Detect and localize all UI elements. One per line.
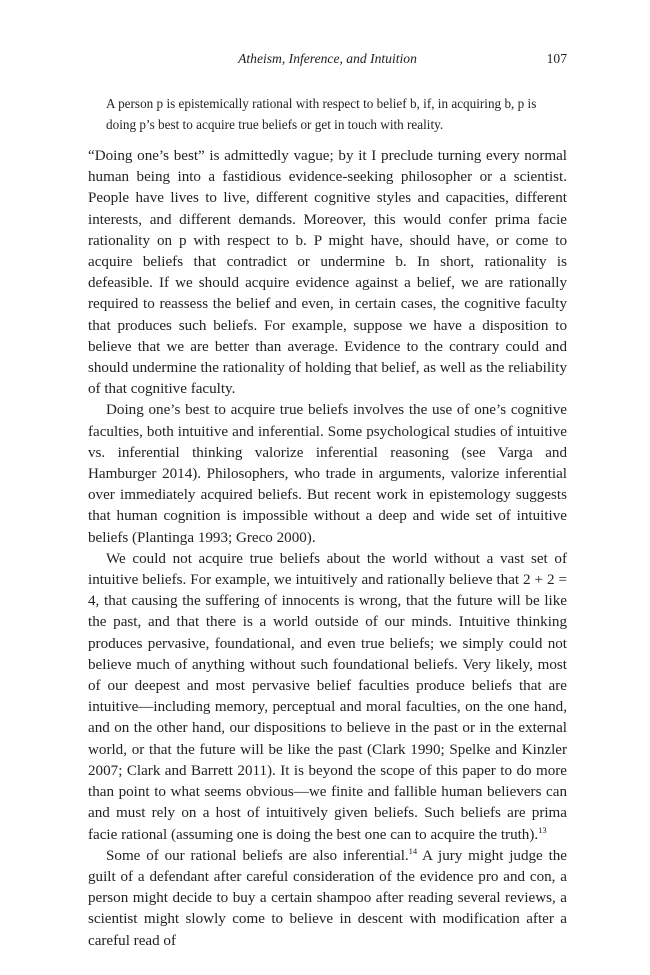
page-header	[88, 51, 567, 71]
footnote-ref-13: 13	[538, 824, 547, 835]
body-text	[88, 146, 567, 952]
running-title: Atheism, Inference, and Intuition	[238, 51, 417, 66]
paragraph-4-text-a: Some of our rational beliefs are also inferential.	[106, 847, 409, 864]
paragraph-2	[88, 400, 567, 548]
paragraph-1-text: “Doing one’s best” is admittedly vague; by it I preclude turning every normal human being into a fastidious evidence-seeking philosopher or a scientist. People have lives to live, different cognitive styles and capacities, different interests, and different demands. Moreover, this would confer prima facie rationality on p with respect to b. P might have, should have, or come to acquire beliefs that contradict or undermine b. In short, rationality is defeasible. If we should acquire evidence against a belief, we are rationally required to reassess the belief and even, in certain cases, the cognitive faculty that produces such beliefs. For example, suppose we have a disposition to believe that we are better than average. Evidence to the contrary could and should undermine the rationality of holding that belief, as well as the reliability of that cognitive faculty.	[88, 148, 567, 398]
paragraph-1	[88, 146, 567, 400]
paragraph-4-text-b: A jury might judge the guilt of a defendant after careful consideration of the evidence pro and con, a person might decide to buy a certain shampoo after reading several reviews, a scientist might slowly come to believe in descent with modification after a careful read of	[88, 847, 568, 949]
paragraph-3	[88, 549, 567, 846]
definition-block	[106, 93, 556, 135]
paragraph-4	[88, 846, 567, 952]
paragraph-2-text: Doing one’s best to acquire true beliefs involves the use of one’s cognitive faculties, both intuitive and inferential. Some psychological studies of intuitive vs. inferential thinking valorize inferential reasoning (see Varga and Hamburger 2014). Philosophers, who trade in arguments, valorize inferential over immediately acquired beliefs. But recent work in epistemology suggests that human cognition is impossible without a deep and wide set of intuitive beliefs (Plantinga 1993; Greco 2000).	[88, 402, 567, 546]
definition-text: A person p is epistemically rational with respect to belief b, if, in acquiring b, p is doing p’s best to acquire true beliefs or get in touch with reality.	[106, 96, 537, 132]
paragraph-3-text: We could not acquire true beliefs about the world without a vast set of intuitive beliefs. For example, we intuitively and rationally believe that 2 + 2 = 4, that causing the suffering of innocents is wrong, that the future will be like the past, and that there is a world outside of our minds. Intuitive thinking produces pervasive, foundational, and even true beliefs; we simply could not believe much of anything without such foundational beliefs. Very likely, most of our deepest and most pervasive belief faculties produce beliefs that are intuitive—including memory, perceptual and moral faculties, on the one hand, and on the other hand, our dispositions to believe in the past or in the external world, or that the future will be like the past (Clark 1990; Spelke and Kinzler 2007; Clark and Barrett 2011). It is beyond the scope of this paper to do more than point to what seems obvious—we finite and fallible human believers can and must rely on a host of intuitively given beliefs. Such beliefs are prima facie rational (assuming one is doing the best one can to acquire the truth).	[88, 550, 567, 843]
page-number: 107	[546, 51, 567, 66]
footnote-ref-14: 14	[408, 845, 418, 856]
